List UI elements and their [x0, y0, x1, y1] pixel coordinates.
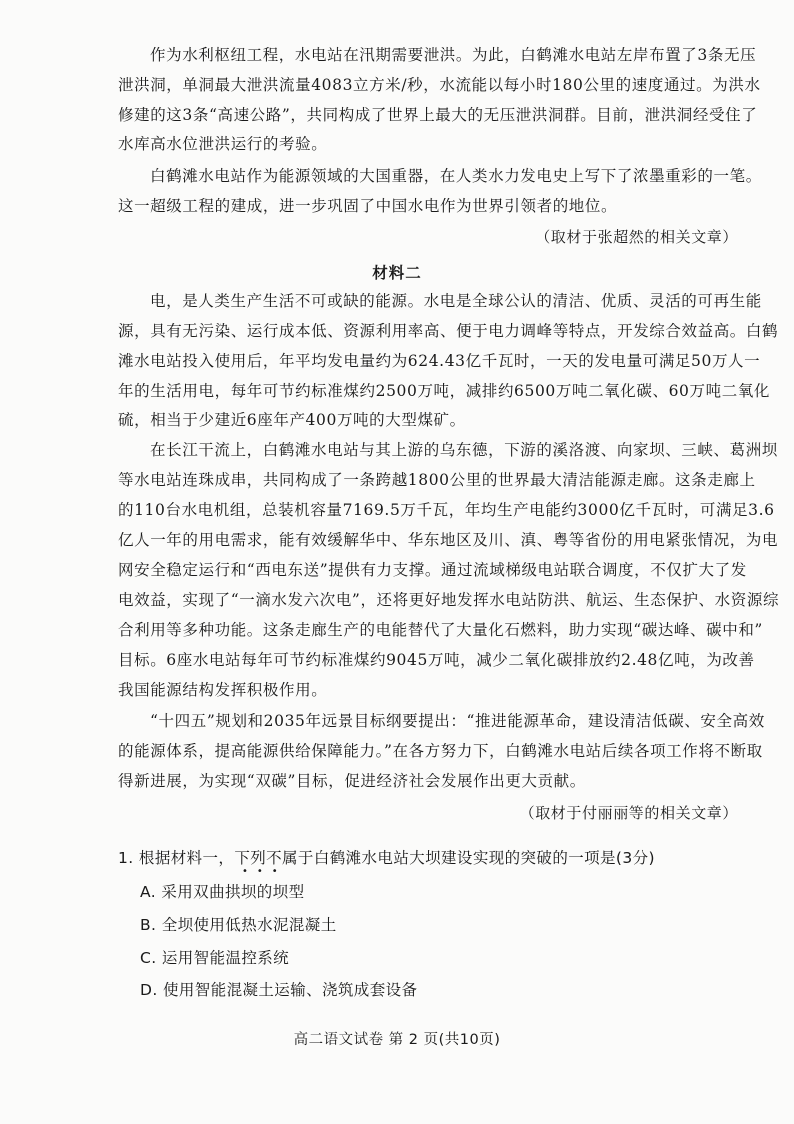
option-c: C. 运用智能温控系统: [140, 949, 290, 967]
text-line: 电效益，实现了“一滴水发六次电”，还将更好地发挥水电站防洪、航运、生态保护、水资源综: [118, 591, 780, 609]
option-a: A. 采用双曲拱坝的坝型: [140, 883, 305, 901]
text-line: 的能源体系，提高能源供给保障能力。”在各方努力下，白鹤滩水电站后续各项工作将不断取: [118, 742, 763, 760]
text-line: 等水电站连珠成串，共同构成了一条跨越1800公里的世界最大清洁能源走廊。这条走廊上: [118, 471, 756, 489]
text-line: 这一超级工程的建成，进一步巩固了中国水电作为世界引领者的地位。: [118, 197, 618, 215]
text-line: 在长江干流上，白鹤滩水电站与其上游的乌东德，下游的溪洛渡、向家坝、三峡、葛洲坝: [150, 441, 778, 459]
text-line: 泄洪洞，单洞最大泄洪流量4083立方米/秒，水流能以每小时180公里的速度通过。为洪水: [118, 76, 761, 94]
text-line: 亿人一年的用电需求，能有效缓解华中、华东地区及川、滇、粤等省份的用电紧张情况，为电: [118, 531, 779, 549]
text-line: 白鹤滩水电站作为能源领域的大国重器，在人类水力发电史上写下了浓墨重彩的一笔。: [150, 167, 762, 185]
text-line: 年的生活用电，每年可节约标准煤约2500万吨，减排约6500万吨二氧化碳、60万吨二氧化: [118, 382, 771, 400]
text-line: 合利用等多种功能。这条走廊生产的电能替代了大量化石燃料，助力实现“碳达峰、碳中和”: [118, 621, 763, 639]
text-line: 的110台水电机组，总装机容量7169.5万千瓦，年均生产电能约3000亿千瓦时，可满足3.6: [118, 501, 775, 519]
emphasis-dots: •••: [242, 866, 287, 877]
material-2-source: （取材于付丽丽等的相关文章）: [519, 804, 738, 822]
text-line: 源，具有无污染、运行成本低、资源利用率高、便于电力调峰等特点，开发综合效益高。白鹤: [118, 322, 779, 340]
material-2-heading: 材料二: [372, 264, 422, 282]
material-1-source: （取材于张超然的相关文章）: [535, 228, 738, 246]
text-line: 电，是人类生产生活不可或缺的能源。水电是全球公认的清洁、优质、灵活的可再生能: [150, 292, 762, 310]
text-line: 网安全稳定运行和“西电东送”提供有力支撑。通过流域梯级电站联合调度，不仅扩大了发: [118, 561, 747, 579]
question-1-stem: 1. 根据材料一，下列不属于白鹤滩水电站大坝建设实现的突破的一项是(3分): [118, 849, 655, 867]
text-line: “十四五”规划和2035年远景目标纲要提出：“推进能源革命，建设清洁低碳、安全高效: [150, 712, 765, 730]
text-line: 硫，相当于少建近6座年产400万吨的大型煤矿。: [118, 411, 466, 429]
page-footer: 高二语文试卷 第 2 页(共10页): [293, 1032, 501, 1048]
text-line: 得新进展，为实现“双碳”目标，促进经济社会发展作出更大贡献。: [118, 772, 586, 790]
text-line: 修建的这3条“高速公路”，共同构成了世界上最大的无压泄洪洞群。目前，泄洪洞经受住了: [118, 106, 758, 124]
option-b: B. 全坝使用低热水泥混凝土: [140, 916, 337, 934]
option-d: D. 使用智能混凝土运输、浇筑成套设备: [140, 981, 418, 999]
text-line: 水库高水位泄洪运行的考验。: [118, 135, 328, 153]
text-line: 我国能源结构发挥积极作用。: [118, 681, 328, 699]
text-line: 作为水利枢纽工程，水电站在汛期需要泄洪。为此，白鹤滩水电站左岸布置了3条无压: [150, 46, 757, 64]
text-line: 目标。6座水电站每年可节约标准煤约9045万吨，减少二氧化碳排放约2.48亿吨，为改善: [118, 651, 755, 669]
text-line: 滩水电站投入使用后，年平均发电量约为624.43亿千瓦时，一天的发电量可满足50万人一: [118, 352, 761, 370]
